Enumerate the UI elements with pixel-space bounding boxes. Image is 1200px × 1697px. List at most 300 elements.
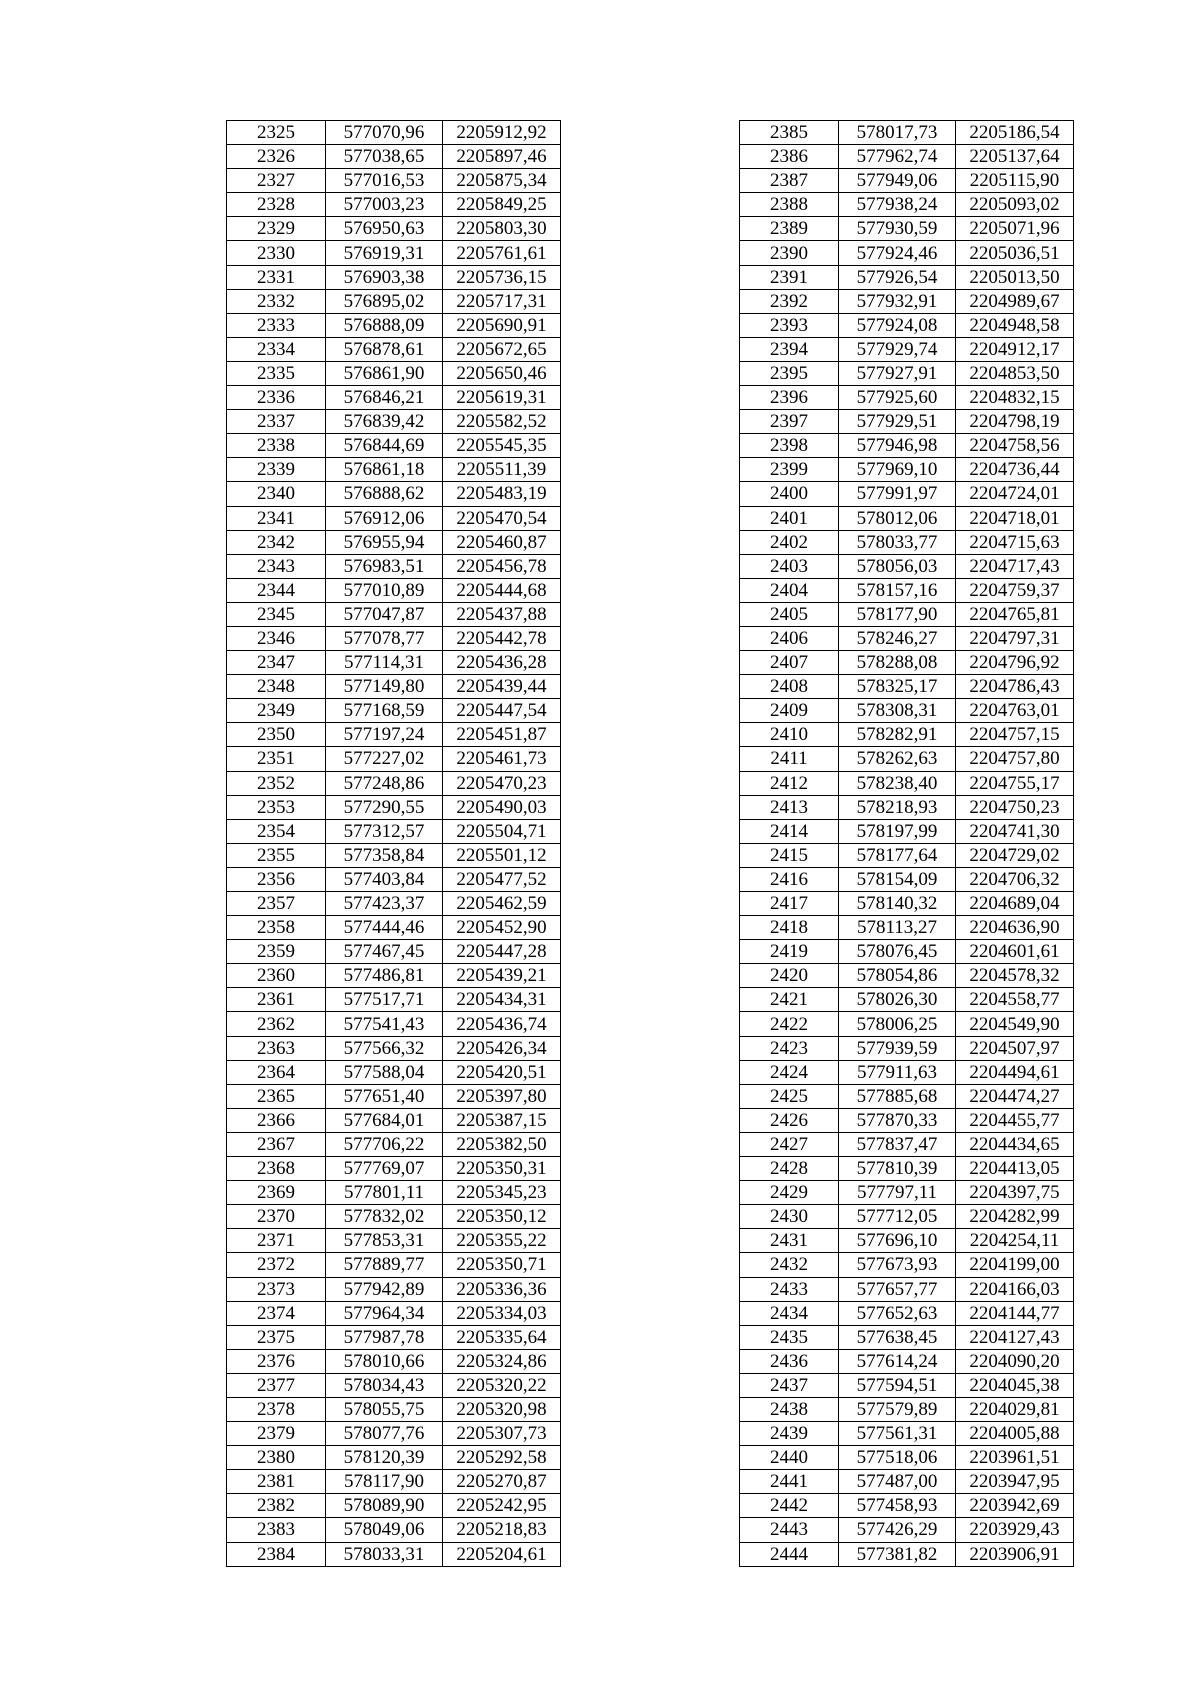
x-coordinate-cell: 577426,29	[839, 1518, 956, 1542]
point-number-cell: 2378	[227, 1397, 326, 1421]
y-coordinate-cell: 2204045,38	[956, 1373, 1074, 1397]
x-coordinate-cell: 577403,84	[326, 867, 443, 891]
table-row	[227, 1301, 561, 1325]
point-number-cell: 2416	[740, 867, 839, 891]
y-coordinate-cell: 2205470,23	[443, 771, 561, 795]
x-coordinate-cell: 577769,07	[326, 1157, 443, 1181]
x-coordinate-cell: 578076,45	[839, 940, 956, 964]
point-number-cell: 2332	[227, 289, 326, 313]
y-coordinate-cell: 2205875,34	[443, 169, 561, 193]
y-coordinate-cell: 2204199,00	[956, 1253, 1074, 1277]
table-row	[740, 1422, 1074, 1446]
table-row	[740, 530, 1074, 554]
x-coordinate-cell: 577614,24	[839, 1349, 956, 1373]
y-coordinate-cell: 2204601,61	[956, 940, 1074, 964]
y-coordinate-cell: 2205071,96	[956, 217, 1074, 241]
y-coordinate-cell: 2205650,46	[443, 361, 561, 385]
x-coordinate-cell: 577047,87	[326, 602, 443, 626]
table-row	[227, 1277, 561, 1301]
point-number-cell: 2438	[740, 1397, 839, 1421]
y-coordinate-cell: 2204765,81	[956, 602, 1074, 626]
y-coordinate-cell: 2205345,23	[443, 1181, 561, 1205]
x-coordinate-cell: 577696,10	[839, 1229, 956, 1253]
point-number-cell: 2417	[740, 892, 839, 916]
table-row	[227, 626, 561, 650]
x-coordinate-cell: 577870,33	[839, 1108, 956, 1132]
point-number-cell: 2391	[740, 265, 839, 289]
point-number-cell: 2345	[227, 602, 326, 626]
table-row	[740, 1518, 1074, 1542]
table-body	[740, 121, 1074, 1567]
y-coordinate-cell: 2204798,19	[956, 410, 1074, 434]
point-number-cell: 2427	[740, 1132, 839, 1156]
point-number-cell: 2331	[227, 265, 326, 289]
x-coordinate-cell: 576839,42	[326, 410, 443, 434]
coordinates-table-left	[226, 120, 561, 1567]
x-coordinate-cell: 577423,37	[326, 892, 443, 916]
x-coordinate-cell: 578089,90	[326, 1494, 443, 1518]
y-coordinate-cell: 2205470,54	[443, 506, 561, 530]
x-coordinate-cell: 577114,31	[326, 651, 443, 675]
table-row	[227, 1325, 561, 1349]
point-number-cell: 2370	[227, 1205, 326, 1229]
y-coordinate-cell: 2205545,35	[443, 434, 561, 458]
point-number-cell: 2361	[227, 988, 326, 1012]
table-row	[740, 602, 1074, 626]
table-row	[227, 795, 561, 819]
y-coordinate-cell: 2204549,90	[956, 1012, 1074, 1036]
point-number-cell: 2403	[740, 554, 839, 578]
point-number-cell: 2371	[227, 1229, 326, 1253]
point-number-cell: 2360	[227, 964, 326, 988]
y-coordinate-cell: 2203942,69	[956, 1494, 1074, 1518]
y-coordinate-cell: 2205137,64	[956, 145, 1074, 169]
table-row	[227, 1397, 561, 1421]
x-coordinate-cell: 578157,16	[839, 578, 956, 602]
table-row	[227, 892, 561, 916]
table-row	[740, 1157, 1074, 1181]
table-row	[740, 554, 1074, 578]
point-number-cell: 2328	[227, 193, 326, 217]
x-coordinate-cell: 577924,46	[839, 241, 956, 265]
point-number-cell: 2418	[740, 916, 839, 940]
y-coordinate-cell: 2205456,78	[443, 554, 561, 578]
x-coordinate-cell: 578012,06	[839, 506, 956, 530]
y-coordinate-cell: 2204474,27	[956, 1084, 1074, 1108]
y-coordinate-cell: 2205218,83	[443, 1518, 561, 1542]
point-number-cell: 2435	[740, 1325, 839, 1349]
point-number-cell: 2336	[227, 386, 326, 410]
y-coordinate-cell: 2204397,75	[956, 1181, 1074, 1205]
x-coordinate-cell: 578140,32	[839, 892, 956, 916]
x-coordinate-cell: 577561,31	[839, 1422, 956, 1446]
table-row	[740, 121, 1074, 145]
point-number-cell: 2395	[740, 361, 839, 385]
table-row	[227, 1229, 561, 1253]
y-coordinate-cell: 2205897,46	[443, 145, 561, 169]
table-row	[740, 458, 1074, 482]
x-coordinate-cell: 577684,01	[326, 1108, 443, 1132]
table-row	[227, 337, 561, 361]
point-number-cell: 2379	[227, 1422, 326, 1446]
y-coordinate-cell: 2205307,73	[443, 1422, 561, 1446]
x-coordinate-cell: 578034,43	[326, 1373, 443, 1397]
x-coordinate-cell: 577518,06	[839, 1446, 956, 1470]
y-coordinate-cell: 2205442,78	[443, 626, 561, 650]
y-coordinate-cell: 2205690,91	[443, 313, 561, 337]
table-row	[740, 1349, 1074, 1373]
y-coordinate-cell: 2205490,03	[443, 795, 561, 819]
point-number-cell: 2411	[740, 747, 839, 771]
x-coordinate-cell: 577070,96	[326, 121, 443, 145]
point-number-cell: 2406	[740, 626, 839, 650]
point-number-cell: 2415	[740, 843, 839, 867]
table-row	[740, 964, 1074, 988]
point-number-cell: 2392	[740, 289, 839, 313]
y-coordinate-cell: 2205397,80	[443, 1084, 561, 1108]
table-row	[740, 289, 1074, 313]
y-coordinate-cell: 2205013,50	[956, 265, 1074, 289]
y-coordinate-cell: 2203929,43	[956, 1518, 1074, 1542]
y-coordinate-cell: 2205619,31	[443, 386, 561, 410]
table-body	[227, 121, 561, 1567]
point-number-cell: 2420	[740, 964, 839, 988]
x-coordinate-cell: 577962,74	[839, 145, 956, 169]
y-coordinate-cell: 2205204,61	[443, 1542, 561, 1566]
x-coordinate-cell: 577588,04	[326, 1060, 443, 1084]
point-number-cell: 2369	[227, 1181, 326, 1205]
point-number-cell: 2400	[740, 482, 839, 506]
x-coordinate-cell: 578055,75	[326, 1397, 443, 1421]
x-coordinate-cell: 577810,39	[839, 1157, 956, 1181]
point-number-cell: 2333	[227, 313, 326, 337]
point-number-cell: 2429	[740, 1181, 839, 1205]
x-coordinate-cell: 577038,65	[326, 145, 443, 169]
y-coordinate-cell: 2205511,39	[443, 458, 561, 482]
y-coordinate-cell: 2205350,31	[443, 1157, 561, 1181]
table-row	[740, 1446, 1074, 1470]
point-number-cell: 2358	[227, 916, 326, 940]
y-coordinate-cell: 2204786,43	[956, 675, 1074, 699]
y-coordinate-cell: 2204144,77	[956, 1301, 1074, 1325]
table-row	[227, 1108, 561, 1132]
table-row	[227, 458, 561, 482]
y-coordinate-cell: 2204757,80	[956, 747, 1074, 771]
x-coordinate-cell: 577517,71	[326, 988, 443, 1012]
x-coordinate-cell: 578177,64	[839, 843, 956, 867]
point-number-cell: 2344	[227, 578, 326, 602]
table-row	[227, 602, 561, 626]
y-coordinate-cell: 2204750,23	[956, 795, 1074, 819]
point-number-cell: 2356	[227, 867, 326, 891]
table-row	[227, 265, 561, 289]
table-row	[740, 386, 1074, 410]
x-coordinate-cell: 577467,45	[326, 940, 443, 964]
point-number-cell: 2372	[227, 1253, 326, 1277]
point-number-cell: 2409	[740, 699, 839, 723]
y-coordinate-cell: 2205439,44	[443, 675, 561, 699]
table-row	[227, 843, 561, 867]
table-row	[227, 1373, 561, 1397]
table-row	[740, 313, 1074, 337]
x-coordinate-cell: 577149,80	[326, 675, 443, 699]
y-coordinate-cell: 2204706,32	[956, 867, 1074, 891]
y-coordinate-cell: 2205483,19	[443, 482, 561, 506]
point-number-cell: 2326	[227, 145, 326, 169]
point-number-cell: 2407	[740, 651, 839, 675]
table-row	[227, 675, 561, 699]
table-row	[227, 121, 561, 145]
x-coordinate-cell: 577837,47	[839, 1132, 956, 1156]
x-coordinate-cell: 577801,11	[326, 1181, 443, 1205]
x-coordinate-cell: 576895,02	[326, 289, 443, 313]
x-coordinate-cell: 577929,74	[839, 337, 956, 361]
y-coordinate-cell: 2204729,02	[956, 843, 1074, 867]
point-number-cell: 2385	[740, 121, 839, 145]
point-number-cell: 2374	[227, 1301, 326, 1325]
point-number-cell: 2421	[740, 988, 839, 1012]
point-number-cell: 2423	[740, 1036, 839, 1060]
x-coordinate-cell: 578006,25	[839, 1012, 956, 1036]
point-number-cell: 2366	[227, 1108, 326, 1132]
x-coordinate-cell: 577964,34	[326, 1301, 443, 1325]
y-coordinate-cell: 2204578,32	[956, 964, 1074, 988]
x-coordinate-cell: 577003,23	[326, 193, 443, 217]
point-number-cell: 2327	[227, 169, 326, 193]
x-coordinate-cell: 577942,89	[326, 1277, 443, 1301]
y-coordinate-cell: 2203961,51	[956, 1446, 1074, 1470]
point-number-cell: 2388	[740, 193, 839, 217]
y-coordinate-cell: 2205350,12	[443, 1205, 561, 1229]
point-number-cell: 2433	[740, 1277, 839, 1301]
point-number-cell: 2357	[227, 892, 326, 916]
table-row	[227, 1494, 561, 1518]
y-coordinate-cell: 2205355,22	[443, 1229, 561, 1253]
y-coordinate-cell: 2205761,61	[443, 241, 561, 265]
table-row	[227, 964, 561, 988]
x-coordinate-cell: 578033,31	[326, 1542, 443, 1566]
table-row	[227, 241, 561, 265]
table-row	[740, 892, 1074, 916]
x-coordinate-cell: 577926,54	[839, 265, 956, 289]
table-row	[740, 1108, 1074, 1132]
table-row	[740, 723, 1074, 747]
x-coordinate-cell: 577248,86	[326, 771, 443, 795]
table-row	[227, 482, 561, 506]
y-coordinate-cell: 2205335,64	[443, 1325, 561, 1349]
table-row	[227, 1181, 561, 1205]
x-coordinate-cell: 577541,43	[326, 1012, 443, 1036]
y-coordinate-cell: 2205582,52	[443, 410, 561, 434]
table-row	[740, 819, 1074, 843]
x-coordinate-cell: 577078,77	[326, 626, 443, 650]
y-coordinate-cell: 2205462,59	[443, 892, 561, 916]
x-coordinate-cell: 577638,45	[839, 1325, 956, 1349]
x-coordinate-cell: 578017,73	[839, 121, 956, 145]
table-row	[740, 1205, 1074, 1229]
x-coordinate-cell: 578325,17	[839, 675, 956, 699]
point-number-cell: 2349	[227, 699, 326, 723]
y-coordinate-cell: 2205736,15	[443, 265, 561, 289]
table-row	[227, 289, 561, 313]
table-row	[227, 169, 561, 193]
x-coordinate-cell: 577168,59	[326, 699, 443, 723]
y-coordinate-cell: 2205460,87	[443, 530, 561, 554]
table-row	[227, 867, 561, 891]
point-number-cell: 2341	[227, 506, 326, 530]
x-coordinate-cell: 578177,90	[839, 602, 956, 626]
table-row	[740, 410, 1074, 434]
y-coordinate-cell: 2204948,58	[956, 313, 1074, 337]
table-row	[227, 747, 561, 771]
y-coordinate-cell: 2203947,95	[956, 1470, 1074, 1494]
y-coordinate-cell: 2205672,65	[443, 337, 561, 361]
x-coordinate-cell: 577312,57	[326, 819, 443, 843]
y-coordinate-cell: 2204090,20	[956, 1349, 1074, 1373]
y-coordinate-cell: 2205501,12	[443, 843, 561, 867]
y-coordinate-cell: 2205447,54	[443, 699, 561, 723]
point-number-cell: 2350	[227, 723, 326, 747]
x-coordinate-cell: 578113,27	[839, 916, 956, 940]
point-number-cell: 2380	[227, 1446, 326, 1470]
point-number-cell: 2424	[740, 1060, 839, 1084]
x-coordinate-cell: 577885,68	[839, 1084, 956, 1108]
y-coordinate-cell: 2204741,30	[956, 819, 1074, 843]
point-number-cell: 2431	[740, 1229, 839, 1253]
point-number-cell: 2419	[740, 940, 839, 964]
table-row	[227, 916, 561, 940]
y-coordinate-cell: 2204127,43	[956, 1325, 1074, 1349]
point-number-cell: 2440	[740, 1446, 839, 1470]
y-coordinate-cell: 2205242,95	[443, 1494, 561, 1518]
point-number-cell: 2359	[227, 940, 326, 964]
x-coordinate-cell: 577832,02	[326, 1205, 443, 1229]
x-coordinate-cell: 576844,69	[326, 434, 443, 458]
table-row	[740, 1012, 1074, 1036]
x-coordinate-cell: 577566,32	[326, 1036, 443, 1060]
table-row	[227, 1132, 561, 1156]
x-coordinate-cell: 577969,10	[839, 458, 956, 482]
x-coordinate-cell: 578197,99	[839, 819, 956, 843]
coordinates-table-right	[739, 120, 1074, 1567]
y-coordinate-cell: 2204413,05	[956, 1157, 1074, 1181]
table-row	[740, 434, 1074, 458]
table-row	[227, 1253, 561, 1277]
y-coordinate-cell: 2205803,30	[443, 217, 561, 241]
x-coordinate-cell: 577932,91	[839, 289, 956, 313]
y-coordinate-cell: 2204558,77	[956, 988, 1074, 1012]
y-coordinate-cell: 2205439,21	[443, 964, 561, 988]
y-coordinate-cell: 2205093,02	[956, 193, 1074, 217]
point-number-cell: 2412	[740, 771, 839, 795]
point-number-cell: 2396	[740, 386, 839, 410]
y-coordinate-cell: 2204736,44	[956, 458, 1074, 482]
y-coordinate-cell: 2205292,58	[443, 1446, 561, 1470]
y-coordinate-cell: 2205436,74	[443, 1012, 561, 1036]
x-coordinate-cell: 576919,31	[326, 241, 443, 265]
y-coordinate-cell: 2205504,71	[443, 819, 561, 843]
x-coordinate-cell: 578117,90	[326, 1470, 443, 1494]
y-coordinate-cell: 2205324,86	[443, 1349, 561, 1373]
table-row	[740, 145, 1074, 169]
point-number-cell: 2364	[227, 1060, 326, 1084]
x-coordinate-cell: 577938,24	[839, 193, 956, 217]
y-coordinate-cell: 2205461,73	[443, 747, 561, 771]
y-coordinate-cell: 2205451,87	[443, 723, 561, 747]
table-row	[740, 867, 1074, 891]
x-coordinate-cell: 576950,63	[326, 217, 443, 241]
point-number-cell: 2387	[740, 169, 839, 193]
y-coordinate-cell: 2204455,77	[956, 1108, 1074, 1132]
x-coordinate-cell: 578033,77	[839, 530, 956, 554]
point-number-cell: 2362	[227, 1012, 326, 1036]
y-coordinate-cell: 2205036,51	[956, 241, 1074, 265]
table-row	[227, 410, 561, 434]
point-number-cell: 2441	[740, 1470, 839, 1494]
table-row	[227, 1542, 561, 1566]
y-coordinate-cell: 2204715,63	[956, 530, 1074, 554]
y-coordinate-cell: 2205186,54	[956, 121, 1074, 145]
table-row	[740, 699, 1074, 723]
point-number-cell: 2443	[740, 1518, 839, 1542]
x-coordinate-cell: 578154,09	[839, 867, 956, 891]
x-coordinate-cell: 577712,05	[839, 1205, 956, 1229]
point-number-cell: 2383	[227, 1518, 326, 1542]
y-coordinate-cell: 2204759,37	[956, 578, 1074, 602]
point-number-cell: 2432	[740, 1253, 839, 1277]
point-number-cell: 2347	[227, 651, 326, 675]
point-number-cell: 2346	[227, 626, 326, 650]
y-coordinate-cell: 2205350,71	[443, 1253, 561, 1277]
x-coordinate-cell: 577911,63	[839, 1060, 956, 1084]
x-coordinate-cell: 576888,62	[326, 482, 443, 506]
y-coordinate-cell: 2205452,90	[443, 916, 561, 940]
table-row	[740, 940, 1074, 964]
x-coordinate-cell: 578054,86	[839, 964, 956, 988]
x-coordinate-cell: 577949,06	[839, 169, 956, 193]
table-row	[227, 1422, 561, 1446]
table-row	[227, 434, 561, 458]
point-number-cell: 2436	[740, 1349, 839, 1373]
table-row	[227, 313, 561, 337]
table-row	[740, 169, 1074, 193]
y-coordinate-cell: 2204254,11	[956, 1229, 1074, 1253]
table-row	[227, 651, 561, 675]
point-number-cell: 2408	[740, 675, 839, 699]
table-row	[740, 651, 1074, 675]
point-number-cell: 2353	[227, 795, 326, 819]
x-coordinate-cell: 577486,81	[326, 964, 443, 988]
x-coordinate-cell: 577381,82	[839, 1542, 956, 1566]
table-row	[740, 1132, 1074, 1156]
x-coordinate-cell: 577652,63	[839, 1301, 956, 1325]
x-coordinate-cell: 576955,94	[326, 530, 443, 554]
table-row	[227, 723, 561, 747]
y-coordinate-cell: 2205320,22	[443, 1373, 561, 1397]
table-row	[227, 386, 561, 410]
table-row	[740, 1397, 1074, 1421]
table-row	[740, 1253, 1074, 1277]
x-coordinate-cell: 577673,93	[839, 1253, 956, 1277]
x-coordinate-cell: 577853,31	[326, 1229, 443, 1253]
y-coordinate-cell: 2204282,99	[956, 1205, 1074, 1229]
y-coordinate-cell: 2205717,31	[443, 289, 561, 313]
x-coordinate-cell: 577579,89	[839, 1397, 956, 1421]
x-coordinate-cell: 577594,51	[839, 1373, 956, 1397]
point-number-cell: 2384	[227, 1542, 326, 1566]
point-number-cell: 2386	[740, 145, 839, 169]
table-row	[740, 843, 1074, 867]
